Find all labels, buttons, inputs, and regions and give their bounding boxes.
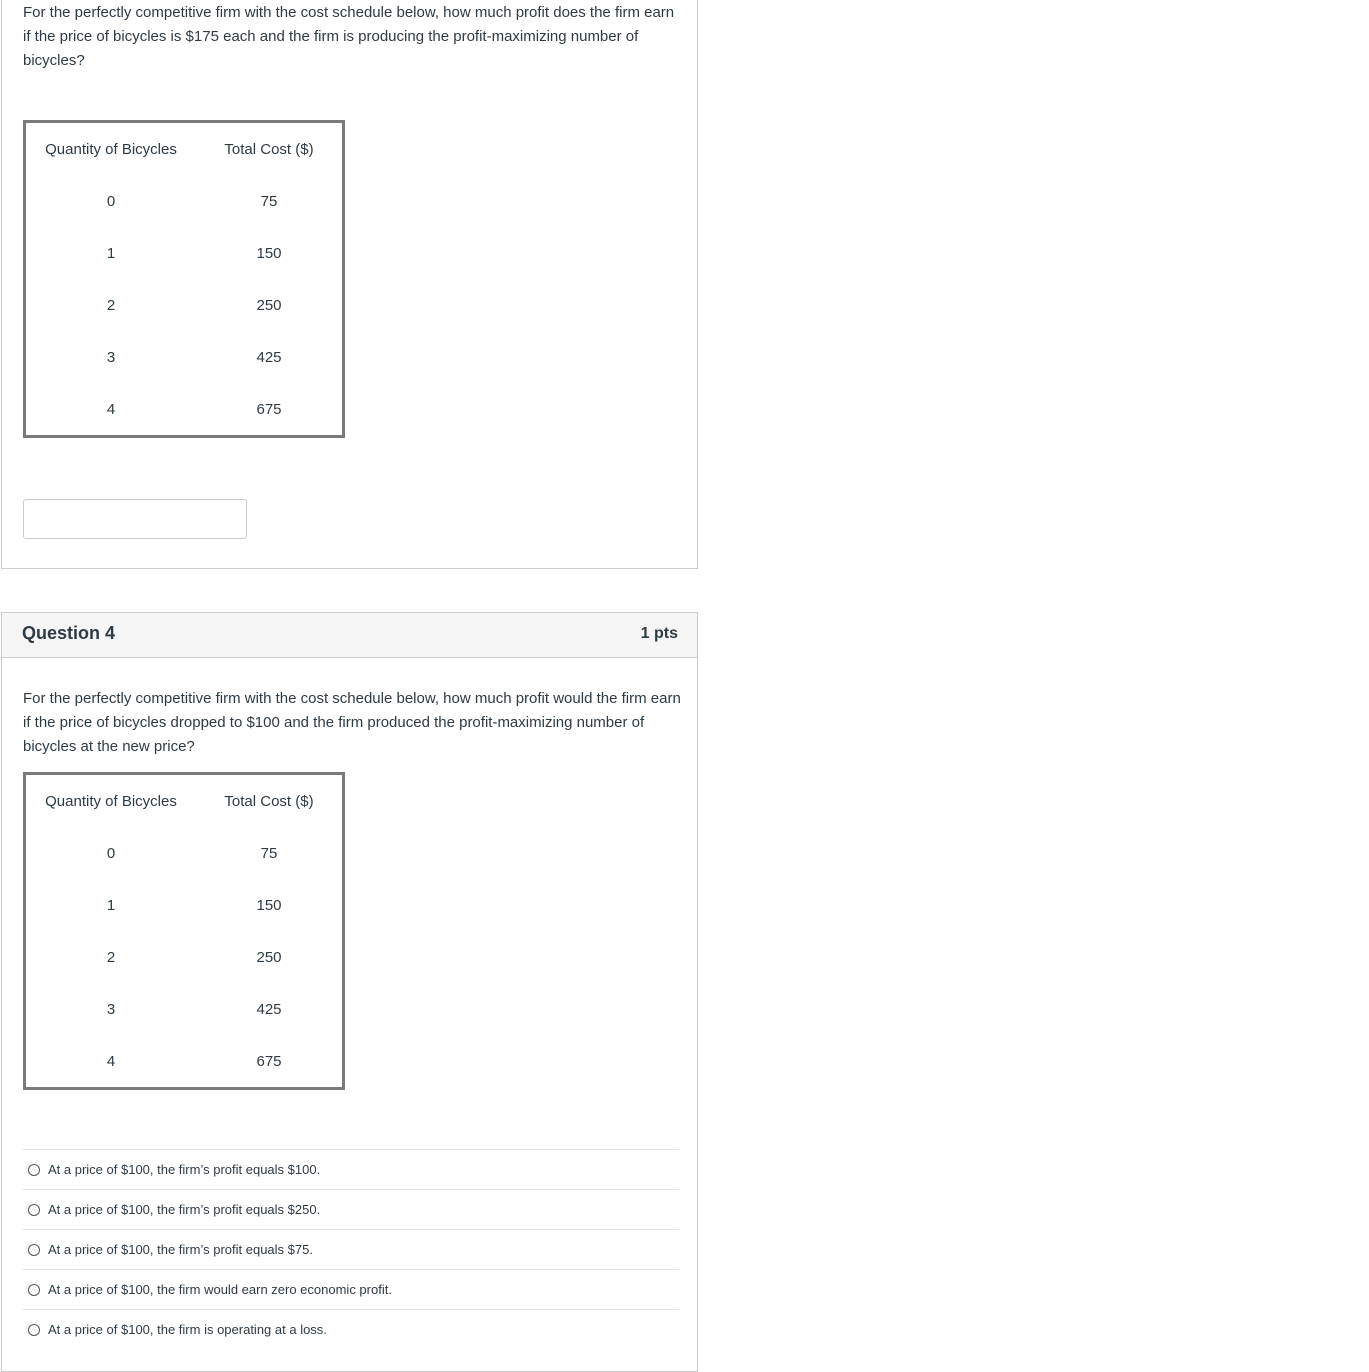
quantity-cell: 3 [106,1000,116,1018]
cost-schedule-table [23,120,345,438]
total-cost-cell: 425 [256,348,282,366]
question-4-card [1,612,698,1372]
answer-option-label: At a price of $100, the firm’s profit equals $75. [48,1242,313,1257]
question-3-text: For the perfectly competitive firm with the cost schedule below, how much profit does the firm earn if the price of bicycles is $175 each and the firm is producing the profit-maximizing number of bicycles? [23,4,675,69]
table-row [25,1035,344,1089]
quantity-cell: 1 [106,244,116,262]
column-header-quantity: Quantity of Bicycles [45,792,177,810]
total-cost-cell: 675 [256,1052,282,1070]
answer-option[interactable] [23,1189,679,1229]
table-row [25,279,344,331]
radio-button[interactable] [28,1204,40,1216]
table-row [25,175,344,227]
radio-button[interactable] [28,1244,40,1256]
table-header-row [25,774,344,828]
total-cost-cell: 675 [256,400,282,418]
quantity-cell: 0 [106,844,116,862]
table-row [25,983,344,1035]
answer-option[interactable] [23,1229,679,1269]
total-cost-cell: 150 [256,244,282,262]
total-cost-cell: 250 [256,948,282,966]
quantity-cell: 2 [106,948,116,966]
table-row [25,931,344,983]
quantity-cell: 2 [106,296,116,314]
quantity-cell: 4 [106,1052,116,1070]
total-cost-cell: 250 [256,296,282,314]
radio-button[interactable] [28,1324,40,1336]
quantity-cell: 4 [106,400,116,418]
radio-button[interactable] [28,1284,40,1296]
question-4-text: For the perfectly competitive firm with the cost schedule below, how much profit would the firm earn if the price of bicycles dropped to $100 and the firm produced the profit-maximizing number of bicycles at the new price? [23,690,681,755]
question-points: 1 pts [640,625,678,642]
quantity-cell: 1 [106,896,116,914]
question-title: Question 4 [22,623,116,643]
question-header [2,613,697,658]
answer-option-label: At a price of $100, the firm’s profit equals $250. [48,1202,321,1217]
answer-option-label: At a price of $100, the firm would earn zero economic profit. [48,1282,392,1297]
column-header-total-cost: Total Cost ($) [224,140,314,158]
table-header-row [25,122,344,176]
table-row [25,383,344,437]
table-row [25,879,344,931]
answer-input[interactable] [23,499,247,539]
radio-button[interactable] [28,1164,40,1176]
total-cost-cell: 150 [256,896,282,914]
total-cost-cell: 425 [256,1000,282,1018]
table-row [25,227,344,279]
answer-options [23,1149,679,1349]
answer-option[interactable] [23,1269,679,1309]
quantity-cell: 0 [106,192,116,210]
table-row [25,827,344,879]
answer-option-label: At a price of $100, the firm is operating at a loss. [48,1322,327,1337]
answer-option-label: At a price of $100, the firm’s profit equals $100. [48,1162,321,1177]
question-3-card [1,0,698,569]
quantity-cell: 3 [106,348,116,366]
column-header-total-cost: Total Cost ($) [224,792,314,810]
answer-option[interactable] [23,1309,679,1349]
total-cost-cell: 75 [260,844,278,862]
total-cost-cell: 75 [260,192,278,210]
table-row [25,331,344,383]
column-header-quantity: Quantity of Bicycles [45,140,177,158]
answer-option[interactable] [23,1149,679,1189]
cost-schedule-table [23,772,345,1090]
